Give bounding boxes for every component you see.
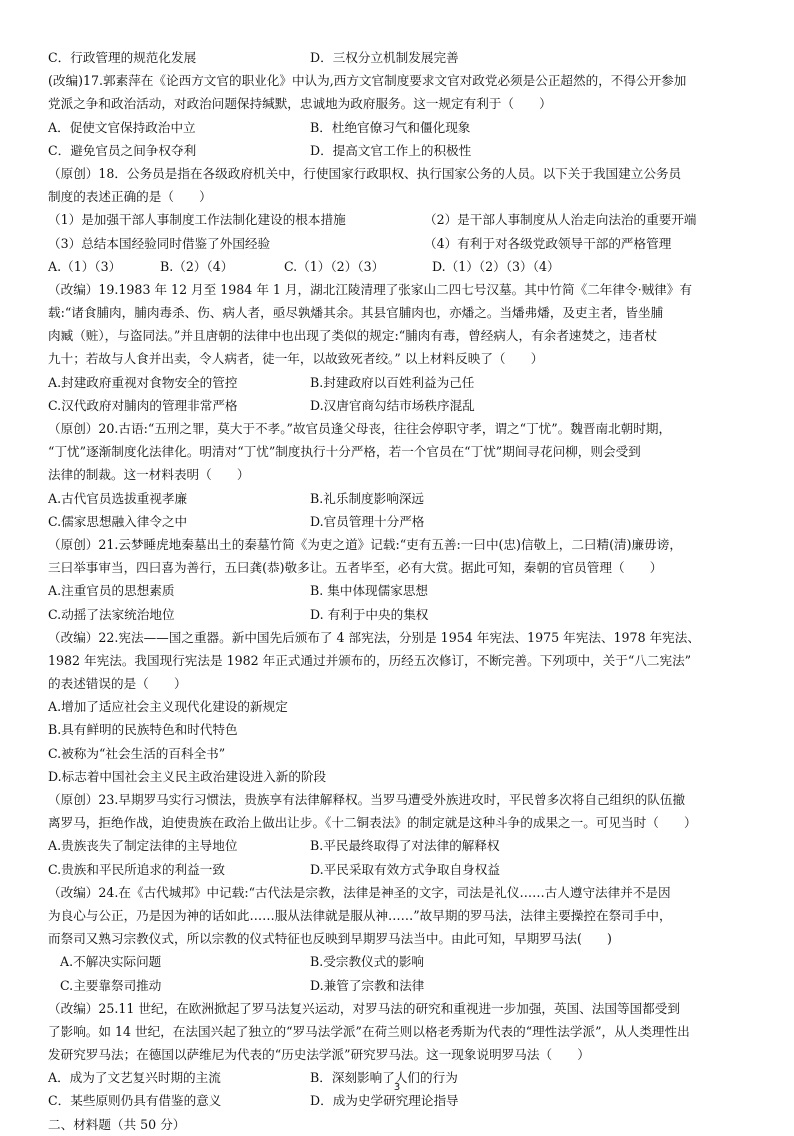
question-text-line: 三曰举事审当，四曰喜为善行，五曰龚(恭)敬多让。五者毕至，必有大赏。据此可知，秦朝的官员管理（ ） xyxy=(48,560,663,576)
option-d: D．成为史学研究理论指导 xyxy=(310,1093,459,1109)
statement-row xyxy=(48,208,754,231)
question-text-line: 发研究罗马法；在德国以萨维尼为代表的“历史法学派”研究罗马法。这一现象说明罗马法（ ） xyxy=(48,1047,590,1063)
option-row xyxy=(48,116,754,139)
question-text-line: （改编）25.11 世纪，在欧洲掀起了罗马法复兴运动，对罗马法的研究和重视进一步加强，英国、法国等国都受到 xyxy=(48,1000,680,1016)
option-row xyxy=(48,950,754,973)
option-row xyxy=(48,579,754,602)
statement-4: （4）有利于对各级党政领导干部的严格管理 xyxy=(424,235,672,251)
option-d: D. 有利于中央的集权 xyxy=(310,606,429,622)
option-b: B.受宗教仪式的影响 xyxy=(310,954,425,970)
option-c: C.儒家思想融入律令之中 xyxy=(48,513,188,529)
option-c: C.动摇了法家统治地位 xyxy=(48,606,175,622)
option-row xyxy=(48,858,754,881)
option-d: D.平民采取有效方式争取自身权益 xyxy=(310,861,500,877)
option-d: D.（1）（2）（3）（4） xyxy=(432,258,560,274)
question-19 xyxy=(48,278,754,417)
option-a: A.贵族丧失了制定法律的主导地位 xyxy=(48,838,238,854)
question-text-line: （原创）20.古语:“五刑之罪，莫大于不孝。”故官员逢父母丧，往往会停职守孝，谓之“丁忧”。魏晋南北朝时期， xyxy=(48,421,672,436)
question-text-line: 1982 年宪法。我国现行宪法是 1982 年正式通过并颁布的，历经五次修订，不断完善。下列项中，关于“八二宪法” xyxy=(48,652,692,668)
option-c: C.贵族和平民所追求的利益一致 xyxy=(48,861,225,877)
question-text-line: 肉臧（赃），与盗同法。”并且唐朝的法律中也出现了类似的规定:“脯肉有毒，曾经病人，有余者速焚之，违者杖 xyxy=(48,328,658,344)
option-row xyxy=(48,394,754,417)
option-a: A.增加了适应社会主义现代化建设的新规定 xyxy=(48,699,288,715)
option-c: C．避免官员之间争权夺利 xyxy=(48,142,197,158)
option-b: B.礼乐制度影响深远 xyxy=(310,490,425,506)
option-a: A.封建政府重视对食物安全的管控 xyxy=(48,374,238,390)
option-d: D.汉唐官商勾结市场秩序混乱 xyxy=(310,397,475,413)
option-b: B．深刻影响了人们的行为 xyxy=(310,1070,458,1086)
section-title: 二、材料题（共 50 分） xyxy=(48,1116,186,1132)
option-row xyxy=(48,255,754,278)
question-text-line: 法律的制裁。这一材料表明（ ） xyxy=(48,467,250,483)
question-23 xyxy=(48,788,754,881)
option-d: D.兼管了宗教和法律 xyxy=(310,977,425,993)
question-text-line: （改编）24.在《古代城邦》中记载:“古代法是宗教，法律是神圣的文字，司法是礼仪……古人遵守法律并不是因 xyxy=(48,884,671,900)
option-d: D.官员管理十分严格 xyxy=(310,513,425,529)
question-24 xyxy=(48,881,754,997)
question-22 xyxy=(48,626,754,788)
option-c: C．行政管理的规范化发展 xyxy=(48,50,197,65)
option-d: D．提高文官工作上的积极性 xyxy=(310,142,472,158)
question-18 xyxy=(48,162,754,278)
prev-question-options xyxy=(48,46,754,69)
option-b: B.具有鲜明的民族特色和时代特色 xyxy=(48,722,238,738)
question-25 xyxy=(48,997,754,1113)
question-17 xyxy=(48,69,754,162)
option-a: A.注重官员的思想素质 xyxy=(48,583,175,599)
statement-2: （2）是干部人事制度从人治走向法治的重要开端 xyxy=(424,212,697,228)
question-text-line: （改编）19.1983 年 12 月至 1984 年 1 月，湖北江陵清理了张家山二四七号汉墓。其中竹简《二年律令·贼律》有 xyxy=(48,281,692,297)
question-text-line: （原创）23.早期罗马实行习惯法，贵族享有法律解释权。当罗马遭受外族进攻时，平民曾多次将自己组织的队伍撤 xyxy=(48,792,686,807)
question-text-line: （改编）22.宪法——国之重器。新中国先后颁布了 4 部宪法，分别是 1954 年宪法、1975 年宪法、1978 年宪法、 xyxy=(48,629,700,645)
option-row xyxy=(48,974,754,997)
option-row xyxy=(48,603,754,626)
statement-1: （1）是加强干部人事制度工作法制化建设的根本措施 xyxy=(48,212,346,228)
question-text-line: 的表述错误的是（ ） xyxy=(48,676,187,692)
option-c: C.（1）（2）（3） xyxy=(284,258,385,274)
question-21 xyxy=(48,533,754,626)
option-d: D．三权分立机制发展完善 xyxy=(310,50,459,65)
option-d: D.标志着中国社会主义民主政治建设进入新的阶段 xyxy=(48,768,327,784)
option-c: C.汉代政府对脯肉的管理非常严格 xyxy=(48,397,238,413)
option-b: B. 集中体现儒家思想 xyxy=(310,583,429,599)
question-text-line: 为良心与公正，乃是因为神的话如此……服从法律就是服从神……”故早期的罗马法，法律主要操控在祭司手中， xyxy=(48,907,672,923)
option-row xyxy=(48,371,754,394)
page-number: 3 xyxy=(393,1082,401,1093)
question-text-line: 制度的表述正确的是（ ） xyxy=(48,189,212,205)
question-text-line: 九十；若故与人食并出卖，令人病者，徒一年，以故致死者绞。” 以上材料反映了（ ） xyxy=(48,351,544,367)
option-c: C.被称为“社会生活的百科全书” xyxy=(48,745,226,761)
question-text-line: （原创）18．公务员是指在各级政府机关中，行使国家行政职权、执行国家公务的人员。以下关于我国建立公务员 xyxy=(48,165,682,181)
option-row xyxy=(48,139,754,162)
question-text-line: 了影响。如 14 世纪，在法国兴起了独立的“罗马法学派”在荷兰则以格老秀斯为代表的“理性法学派”，从人类理性出 xyxy=(48,1023,690,1039)
option-a: A．促使文官保持政治中立 xyxy=(48,119,196,135)
statement-3: （3）总结本国经验同时借鉴了外国经验 xyxy=(48,235,271,251)
question-text-line: 离罗马，拒绝作战，迫使贵族在政治上做出让步。《十二铜表法》的制定就是这种斗争的成果之一。可见当时（ ） xyxy=(48,815,697,831)
option-a: A.不解决实际问题 xyxy=(60,954,162,970)
option-c: C.主要靠祭司推动 xyxy=(60,977,162,993)
question-text-line: 而祭司又熟习宗教仪式，所以宗教的仪式特征也反映到早期罗马法当中。由此可知，早期罗马法( ) xyxy=(48,931,612,947)
option-c: C．某些原则仍具有借鉴的意义 xyxy=(48,1093,222,1109)
option-row xyxy=(48,487,754,510)
option-b: B．杜绝官僚习气和僵化现象 xyxy=(310,119,471,135)
option-a: A.古代官员选拔重视孝廉 xyxy=(48,490,188,506)
option-row xyxy=(48,834,754,857)
option-b: B.（2）（4） xyxy=(160,258,234,274)
question-text-line: 载:“诸食脯肉，脯肉毒杀、伤、病人者，亟尽孰燔其余。其县官脯肉也，亦燔之。当燔弗燔，及吏主者，皆坐脯 xyxy=(48,305,664,321)
option-b: B.封建政府以百姓利益为己任 xyxy=(310,374,475,390)
question-text-line: (改编)17.郭素萍在《论西方文官的职业化》中认为,西方文官制度要求文官对政党必须是公正超然的，不得公开参加 xyxy=(48,73,687,89)
statement-row xyxy=(48,232,754,255)
option-b: B.平民最终取得了对法律的解释权 xyxy=(310,838,500,854)
question-text-line: 党派之争和政治活动，对政治问题保持缄默，忠诚地为政府服务。这一规定有利于（ ） xyxy=(48,96,552,112)
question-text-line: （原创）21.云梦睡虎地秦墓出土的秦墓竹简《为吏之道》记载:“吏有五善:一曰中(忠)信敬上，二曰精(清)廉毋谤， xyxy=(48,536,682,552)
option-row xyxy=(48,510,754,533)
question-20 xyxy=(48,417,754,533)
question-text-line: “丁忧”逐渐制度化法律化。明清对“丁忧”制度执行十分严格，若一个官员在“丁忧”期间寻花问柳，则会受到 xyxy=(48,444,641,460)
option-a: A．成为了文艺复兴时期的主流 xyxy=(48,1070,221,1086)
option-a: A.（1）（3） xyxy=(48,258,122,274)
